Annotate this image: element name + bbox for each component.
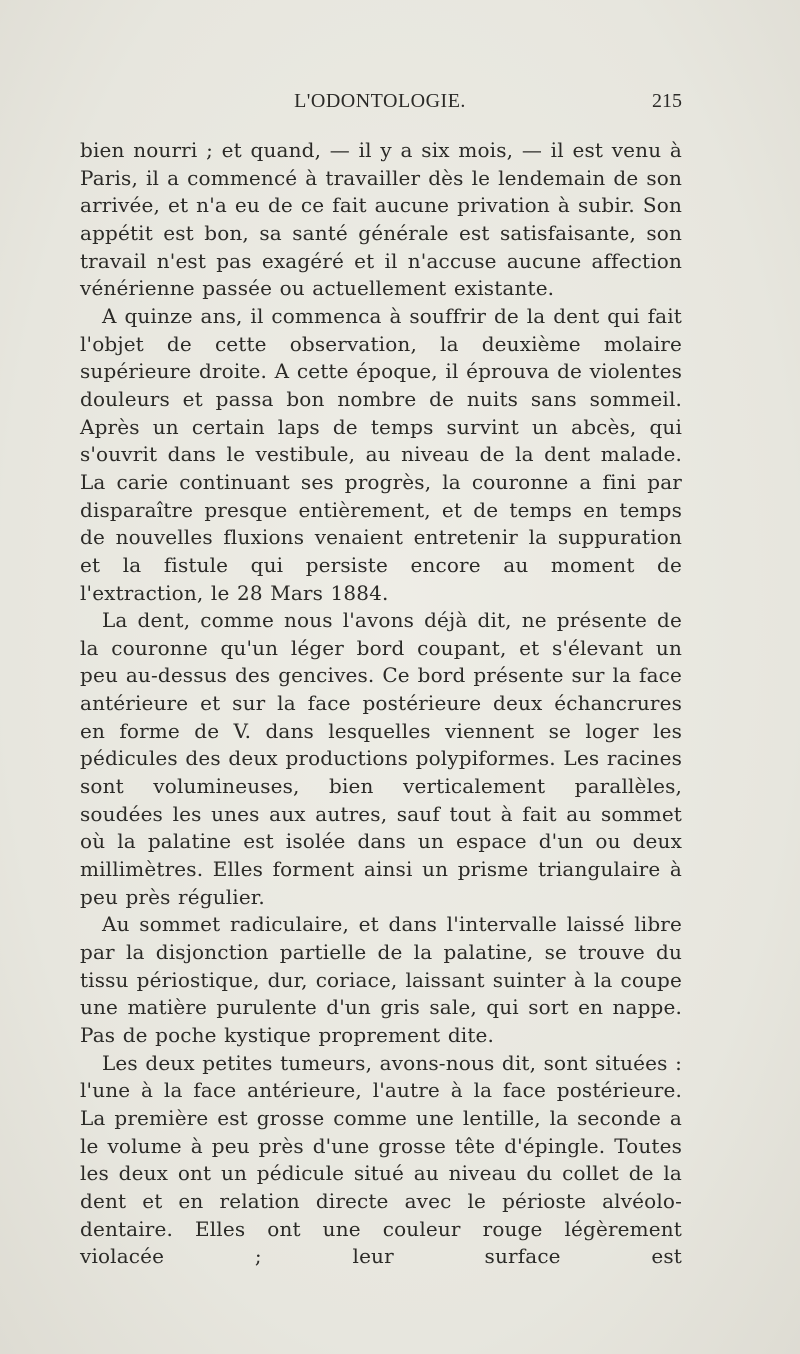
body-text xyxy=(80,137,682,1271)
paragraph: Au sommet radiculaire, et dans l'intervalle laissé libre par la disjonction partielle de la palatine, se trouve du tissu périostique, dur, coriace, laissant suinter à la coupe une matière purulente d'un gris sale, qui sort en nappe. Pas de poche kystique proprement dite. xyxy=(80,912,682,1047)
page-number: 215 xyxy=(652,90,682,112)
page-header xyxy=(80,90,680,120)
running-title: L'ODONTOLOGIE. xyxy=(294,90,466,112)
paragraph: bien nourri ; et quand, — il y a six mois, — il est venu à Paris, il a commencé à travailler dès le lendemain de son arrivée, et n'a eu de ce fait aucune privation à subir. Son appétit est bon, sa santé générale est satisfaisante, son travail n'est pas exagéré et il n'accuse aucune affection vénérienne passée ou actuellement existante. xyxy=(80,138,682,301)
paragraph: La dent, comme nous l'avons déjà dit, ne présente de la couronne qu'un léger bord coupant, et s'élevant un peu au-dessus des gencives. Ce bord présente sur la face antérieure et sur la face postérieure deux échancrures en forme de V. dans lesquelles viennent se loger les pédicules des deux productions polypiformes. Les racines sont volumineuses, bien verticalement parallèles, soudées les unes aux autres, sauf tout à fait au sommet où la palatine est isolée dans un espace d'un ou deux millimètres. Elles forment ainsi un prisme triangulaire à peu près régulier. xyxy=(80,608,682,909)
paragraph: Les deux petites tumeurs, avons-nous dit, sont situées : l'une à la face antérieure, l'autre à la face postérieure. La première est grosse comme une lentille, la seconde a le volume à peu près d'une grosse tête d'épingle. Toutes les deux ont un pédicule situé au niveau du collet de la dent et en relation directe avec le périoste alvéolo-dentaire. Elles ont une couleur rouge légèrement violacée ; leur surface est xyxy=(80,1050,682,1269)
paragraph: A quinze ans, il commenca à souffrir de la dent qui fait l'objet de cette observation, la deuxième molaire supérieure droite. A cette époque, il éprouva de violentes douleurs et passa bon nombre de nuits sans sommeil. Après un certain laps de temps survint un abcès, qui s'ouvrit dans le vestibule, au niveau de la dent malade. La carie continuant ses progrès, la couronne a fini par disparaître presque entièrement, et de temps en temps de nouvelles fluxions venaient entretenir la suppuration et la fistule qui persiste encore au moment de l'extraction, le 28 Mars 1884. xyxy=(80,303,682,605)
